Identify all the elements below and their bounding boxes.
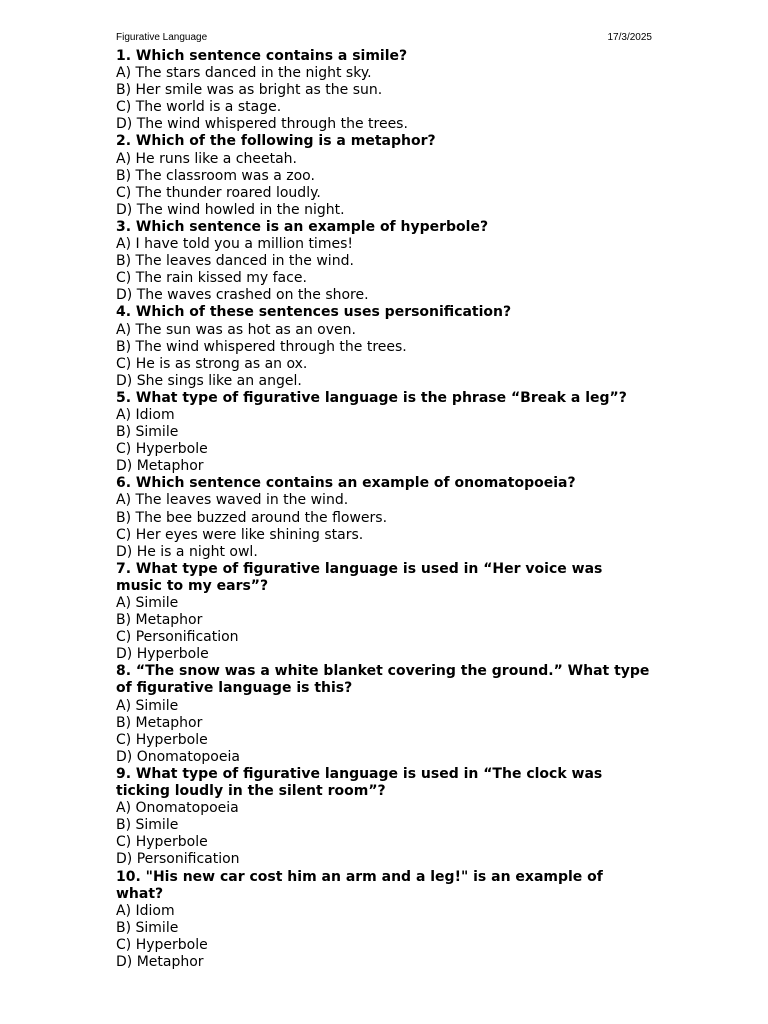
question-7 (116, 561, 652, 664)
answer-option: A) The leaves waved in the wind. (116, 492, 349, 509)
answer-option: D) The wind howled in the night. (116, 201, 345, 218)
question-2 (116, 133, 652, 218)
question-text: 2. Which of the following is a metaphor? (116, 133, 436, 150)
question-text: 5. What type of figurative language is the phrase “Break a leg”? (116, 389, 627, 406)
answer-option: D) Hyperbole (116, 646, 209, 663)
answer-option: B) The leaves danced in the wind. (116, 253, 354, 270)
answer-option: B) Metaphor (116, 612, 203, 629)
answer-option: A) Simile (116, 697, 179, 714)
answer-option: D) The wind whispered through the trees. (116, 116, 408, 133)
option-list (116, 65, 652, 133)
answer-option: B) Simile (116, 424, 179, 441)
answer-option: C) Her eyes were like shining stars. (116, 526, 364, 543)
option-list (116, 595, 652, 663)
answer-option: B) Her smile was as bright as the sun. (116, 82, 383, 99)
question-text: 3. Which sentence is an example of hyperbole? (116, 218, 489, 235)
question-6 (116, 475, 652, 560)
answer-option: D) Metaphor (116, 953, 204, 970)
answer-option: A) The sun was as hot as an oven. (116, 321, 356, 338)
option-list (116, 236, 652, 304)
option-list (116, 800, 652, 868)
answer-option: D) Onomatopoeia (116, 748, 240, 765)
answer-option: A) Idiom (116, 406, 175, 423)
answer-option: C) The thunder roared loudly. (116, 184, 321, 201)
page-header (116, 31, 652, 48)
answer-option: B) Simile (116, 919, 179, 936)
answer-option: D) He is a night owl. (116, 543, 258, 560)
question-text: 4. Which of these sentences uses personification? (116, 304, 512, 321)
answer-option: C) Hyperbole (116, 731, 208, 748)
question-text: 7. What type of figurative language is used in “Her voice was music to my ears”? (116, 560, 603, 594)
answer-option: C) Hyperbole (116, 834, 208, 851)
question-text: 1. Which sentence contains a simile? (116, 48, 408, 64)
question-1 (116, 48, 652, 133)
answer-option: D) Personification (116, 851, 240, 868)
question-3 (116, 219, 652, 304)
answer-option: C) Hyperbole (116, 936, 208, 953)
option-list (116, 492, 652, 560)
question-9 (116, 766, 652, 869)
answer-option: B) The wind whispered through the trees. (116, 338, 407, 355)
answer-option: A) Simile (116, 595, 179, 611)
option-list (116, 151, 652, 219)
question-5 (116, 390, 652, 475)
question-text: 6. Which sentence contains an example of onomatopoeia? (116, 475, 576, 492)
answer-option: B) Metaphor (116, 714, 203, 731)
answer-option: A) Onomatopoeia (116, 800, 239, 817)
document-page (116, 31, 652, 971)
answer-option: B) The classroom was a zoo. (116, 167, 315, 184)
answer-option: A) He runs like a cheetah. (116, 150, 297, 167)
option-list (116, 698, 652, 766)
question-list (116, 48, 652, 971)
answer-option: B) The bee buzzed around the flowers. (116, 509, 388, 526)
answer-option: A) The stars danced in the night sky. (116, 65, 372, 82)
option-list (116, 903, 652, 971)
header-date: 17/3/2025 (607, 32, 652, 43)
answer-option: A) I have told you a million times! (116, 236, 353, 253)
answer-option: D) The waves crashed on the shore. (116, 287, 369, 304)
answer-option: B) Simile (116, 817, 179, 834)
header-title: Figurative Language (116, 32, 208, 43)
answer-option: C) He is as strong as an ox. (116, 355, 308, 372)
answer-option: C) Personification (116, 629, 239, 646)
answer-option: C) The rain kissed my face. (116, 270, 307, 287)
answer-option: D) Metaphor (116, 458, 204, 475)
question-4 (116, 304, 652, 389)
question-10 (116, 869, 652, 972)
answer-option: C) Hyperbole (116, 441, 208, 458)
option-list (116, 322, 652, 390)
option-list (116, 407, 652, 475)
question-8 (116, 663, 652, 766)
question-text: 8. “The snow was a white blanket covering the ground.” What type of figurative language is this? (116, 663, 650, 697)
answer-option: C) The world is a stage. (116, 99, 282, 116)
answer-option: D) She sings like an angel. (116, 372, 302, 389)
question-text: 9. What type of figurative language is used in “The clock was ticking loudly in the silent room”? (116, 765, 603, 800)
answer-option: A) Idiom (116, 902, 175, 919)
question-text: 10. "His new car cost him an arm and a leg!" is an example of what? (116, 868, 603, 902)
